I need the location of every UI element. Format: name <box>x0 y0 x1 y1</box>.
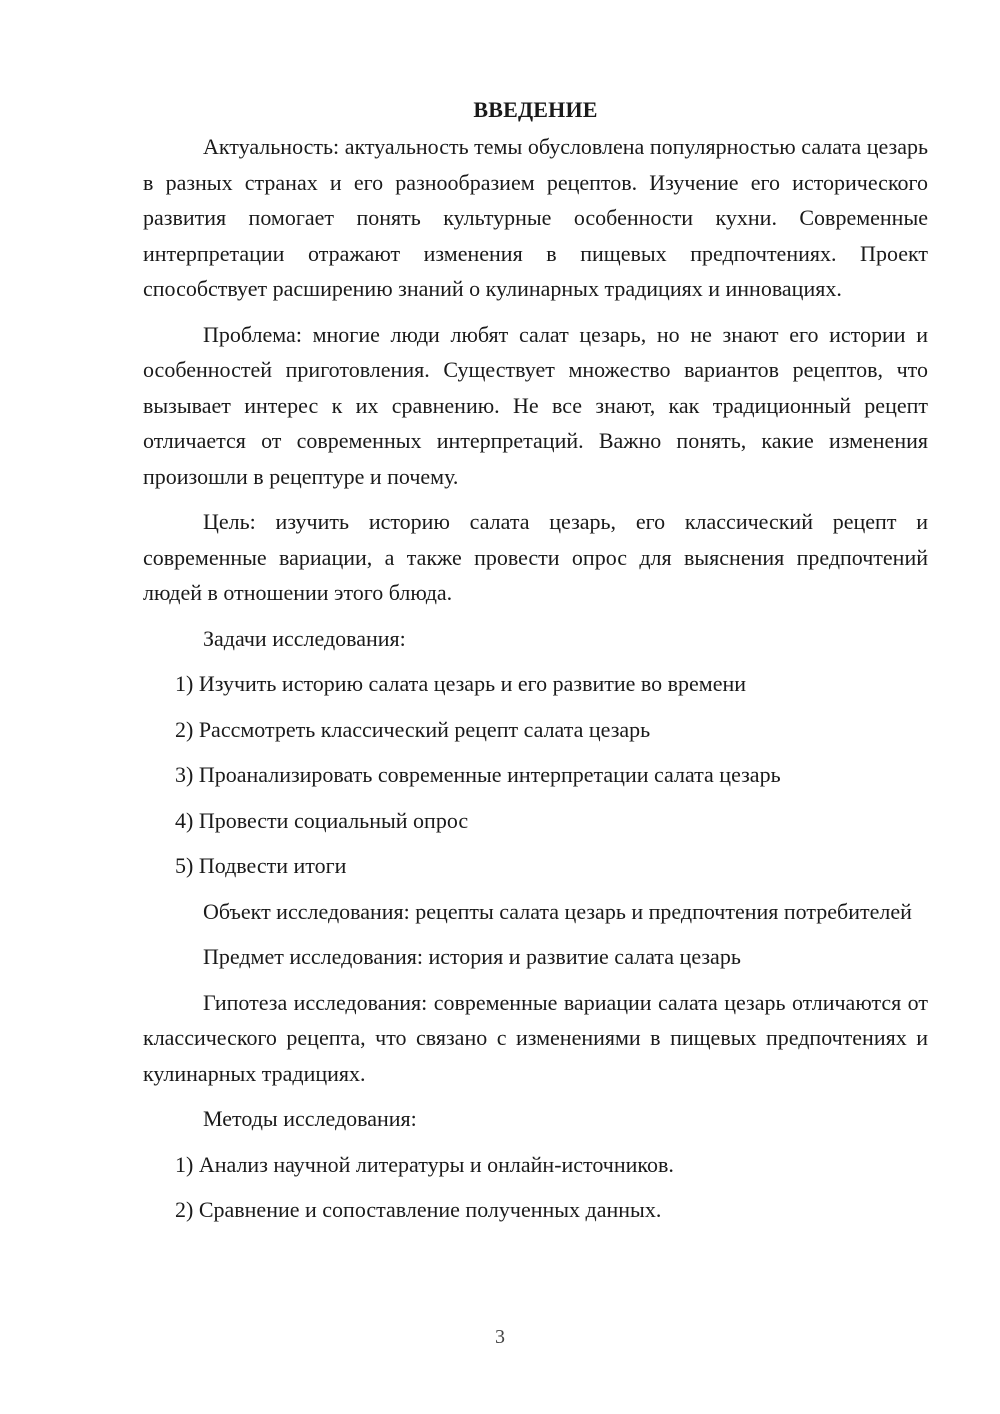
methods-list <box>143 1147 928 1228</box>
task-item: 1) Изучить историю салата цезарь и его развитие во времени <box>175 671 747 696</box>
task-item: 4) Провести социальный опрос <box>175 807 469 833</box>
section-title: ВВЕДЕНИЕ <box>473 97 598 122</box>
methods-heading: Методы исследования: <box>203 1106 417 1131</box>
page-number: 3 <box>495 1326 505 1348</box>
method-item: 2) Сравнение и сопоставление полученных данных. <box>175 1197 662 1222</box>
document-page <box>143 92 928 1238</box>
relevance-paragraph: Актуальность: актуальность темы обусловлена популярностью салата цезарь в разных странах и его разнообразием рецептов. Изучение его исторического развития помогает понять культурные особенности кухни. Современные интерпретации отражают изменения в пищевых предпочтениях. Проект способствует расширению знаний о кулинарных традициях и инновациях. <box>143 134 928 301</box>
problem-paragraph: Проблема: многие люди любят салат цезарь, но не знают его истории и особенностей приготовления. Существует множество вариантов рецептов, что вызывает интерес к их сравнению. Не все знают, как традиционный рецепт отличается от современных интерпретаций. Важно понять, какие изменения произошли в рецептуре и почему. <box>143 321 928 489</box>
subject-paragraph: Предмет исследования: история и развитие салата цезарь <box>203 944 741 969</box>
tasks-list <box>143 666 928 884</box>
task-item: 3) Проанализировать современные интерпретации салата цезарь <box>175 762 781 787</box>
object-paragraph: Объект исследования: рецепты салата цезарь и предпочтения потребителей <box>203 898 912 924</box>
task-item: 5) Подвести итоги <box>175 853 347 878</box>
hypothesis-paragraph: Гипотеза исследования: современные вариации салата цезарь отличаются от классического рецепта, что связано с изменениями в пищевых предпочтениях и кулинарных традициях. <box>143 989 928 1086</box>
method-item: 1) Анализ научной литературы и онлайн-источников. <box>175 1151 674 1177</box>
task-item: 2) Рассмотреть классический рецепт салата цезарь <box>175 716 651 742</box>
goal-paragraph: Цель: изучить историю салата цезарь, его классический рецепт и современные вариации, а также провести опрос для выяснения предпочтений людей в отношении этого блюда. <box>143 509 928 605</box>
tasks-heading: Задачи исследования: <box>203 625 406 651</box>
